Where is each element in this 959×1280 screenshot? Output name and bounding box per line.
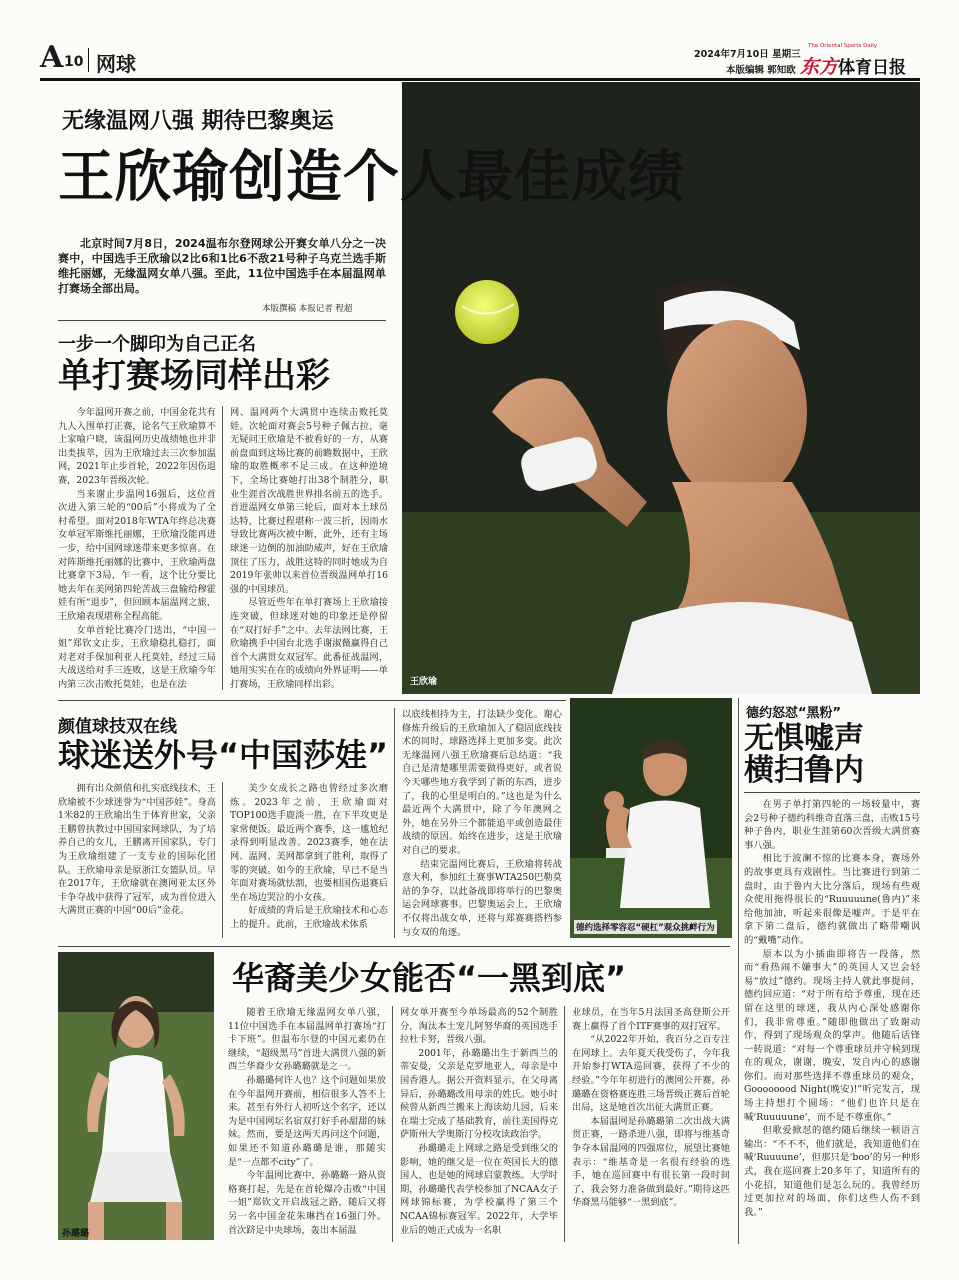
paragraph: 原本以为小插曲即将告一段落，然而“看热闹不嫌事大”的英国人又岂会轻易“放过”德约。现场主持人就此事提问，德约回应道：“对于所有给予尊重，现在还留在这里的球迷，我从内心深处感谢你们，我非常尊重。”随即他做出了致谢动作，得到了现场观众的掌声。他随后话锋一转说道：“对每一个尊重球员并守候到现在的观众，谢谢，晚安，发自内心的感谢你们。而对那些选择不尊重球员的观众，Goooooood Night(晚安)!”听完发言，现场主持想打个圆场：“他们也许只是在喊‘Ruuuuune’，而不是不尊重你。” <box>744 948 920 1123</box>
paragraph: 结束完温网比赛后，王欣瑜将转战意大利，参加红土赛事WTA250巴勒莫站的争夺，以此备战即将举行的巴黎奥运会网球赛事。巴黎奥运会上，王欣瑜不仅将出战女单，还将与郑赛赛搭档参与女双的角逐。 <box>402 858 562 938</box>
lead-byline: 本版撰稿 本报记者 程超 <box>262 304 353 314</box>
section1-headline: 单打赛场同样出彩 <box>58 356 330 396</box>
page-number: 10 <box>64 54 84 70</box>
djokovic-illustration <box>570 698 732 938</box>
column-divider <box>222 782 223 938</box>
section-name: 网球 <box>96 52 136 76</box>
paragraph: 网女单开赛至今单场最高的52个制胜分，淘汰本土宠儿阿努华裔的英国选手拉杜卡努，晋级八强。 <box>400 1007 558 1046</box>
paragraph: 当来谢止步温网16强后，这位首次进入第三轮的“00后”小将成为了全村希望。面对2018年WTA年终总决赛女单冠军斯维托丽娜，王欣瑜没能再进一步，给中国网球迷带来更多惊喜。在对阵斯维托丽娜的比赛中，王欣瑜两盘比赛拿下3局，乍一看，这个比分要比她去年在美网第四轮苦战三盘输给穆霍娃有所“退步”，但回顾本届温网之旅，王欣瑜表现堪称全程高能。 <box>58 488 216 622</box>
issue-date: 2024年7月10日 星期三 <box>694 49 801 60</box>
paragraph: 2001年，孙璐璐出生于新西兰的蒂安曼，父亲是克罗地亚人，母亲是中国香港人。据公开资料显示，在父母离异后，孙璐璐改用母亲的姓氏。她小时候曾从新西兰搬来上海读幼儿园，后来在瑞士完成了基础教育，前往美国得克萨斯州大学奥斯汀分校攻读政治学。 <box>400 1047 558 1141</box>
section2-column-3 <box>402 708 562 940</box>
page-editor: 本版编辑 郭知欧 <box>726 65 796 76</box>
paragraph: 美少女成长之路也曾经过多次磨炼。2023年之前，王欣瑜面对TOP100选手鹿淡一胜，在下半攻更是家常便饭。最近两个赛季，这一尴尬纪录得到明显改善。2023赛季，她在法网、温网、美网都拿到了胜利，取得了零的突破。如今的王欣瑜，早已不是当年面对赛场就怯割，也要相国伤退赛后坐在场边哭泣的小女孩。 <box>230 783 388 903</box>
paragraph: “从2022年开始，我百分之百专注在网球上。去年夏天我受伤了，今年我开始参打WTA巡回赛，获得了不少的经验。”今年年初进行的澳网公开赛，孙璐璐在资格赛连胜三场晋级正赛后首轮出局，这是她首次出征大满贯正赛。 <box>572 1034 730 1114</box>
section2-kicker: 颜值球技双在线 <box>58 717 177 737</box>
paragraph: 今年温网比赛中，孙璐璐一路从资格赛打起，先是在首轮爆冷击败“中国一姐”郑钦文开启战冠之路，随后又将另一名中国金花朱琳挡在16强门外。首次跻足中央球场，轰出本届温 <box>228 1170 386 1236</box>
paragraph: 女单首轮比赛冷门迭出，“中国一姐”郑钦文止步，王欣瑜稳扎稳打，面对老对手保加利亚人托莫娃，经过三局大战送给对手三连败，这是王欣瑜今年内第三次击败托莫娃，也是在法 <box>58 624 216 690</box>
paragraph: 在男子单打第四轮的一场较量中，赛会2号种子德约科维奇直落三盘，击败15号种子鲁内，职业生涯第60次晋级大满贯赛事八强。 <box>744 799 920 851</box>
paragraph: 随着王欣瑜无缘温网女单八强，11位中国选手在本届温网单打赛场“打卡下班”。但温布尔登的中国元素仍在继续，“超级黑马”首进大满贯八强的新西兰华裔少女孙璐璐就是之一。 <box>228 1007 386 1073</box>
section1-column-2 <box>230 406 388 696</box>
page-letter: A <box>40 40 64 75</box>
paragraph: 以底线相持为主，打法缺少变化。谢心修炼升级后的王欣瑜加入了稳固底线技术的同时，球路选择上更加多变。此次无缘温网八强王欣瑜赛后总结道：“我自己是清楚哪里需要做得更好，或者说今天哪些地方我学到了新的东西，进步了，我的心里是明白的。”这也是为什么最近两个大满贯中，除了今年澳网之外，她在另外三个都能追平或创造最佳战绩的原因。始终在进步，这是王欣瑜对自己的要求。 <box>402 709 562 856</box>
section1-rule <box>58 320 386 321</box>
section3-column-1 <box>228 1006 386 1242</box>
paragraph: 好成绩的背后是王欣瑜技术和心态上的提升。此前，王欣瑜战术体系 <box>230 905 388 930</box>
paragraph: 相比于波澜不惊的比赛本身，赛场外的故事更具有戏剧性。当比赛进行到第二盘时，由于鲁内大比分落后，现场有些观众使用拖得很长的“Ruuuuune(鲁内)”来给他加油，听起来很像是嘘声。于是平在拿下第二盘后，德约就做出了略带嘲讽的“戴嘴”动作。 <box>744 853 920 946</box>
header-divider <box>88 48 89 72</box>
paragraph: 孙璐璐何许人也？这个问题如果放在今年温网开赛前，相信很多人答不上来。甚至有外行人初听这个名字，还以为是中国网坛名宿双打好手孙甜甜的妹妹。然而，要是这两天再问这个问题，如果还不知道孙璐璐是谁，那随实是“一点都不city”了。 <box>228 1074 386 1168</box>
section2-headline: 球迷送外号“中国莎娃” <box>58 736 389 774</box>
paragraph: 拥有出众颜值和扎实底线技术，王欣瑜被不少球迷誉为“中国莎娃”。身高1米82的王欣瑜出生于体育世家，父亲王鹏曾执教过中国国家网球队，为了培养自己的女儿，王鹏离开国家队，专门为王欣瑜组建了一支专业的国际化团队。王欣瑜母亲是原浙江女篮队员。早在2017年，王欣瑜就在澳网亚太区外卡争夺战中获得了冠军，成为首位进入大满贯正赛的中国“00后”金花。 <box>58 783 216 917</box>
section1-column-1 <box>58 406 216 696</box>
column-divider <box>564 1006 565 1242</box>
paragraph: 业球员，在当年5月法国圣高登斯公开赛上赢得了首个ITF赛事的双打冠军。 <box>572 1007 730 1032</box>
section2-rule <box>58 700 566 701</box>
sun-lulu-photo-caption: 孙璐璐 <box>62 1229 90 1239</box>
brand-logo <box>800 52 906 79</box>
section3-headline: 华裔美少女能否“一黑到底” <box>232 959 627 997</box>
djokovic-kicker: 德约怒怼“黑粉” <box>746 706 842 721</box>
sun-lulu-photo <box>58 952 214 1240</box>
tennis-ball <box>455 280 519 344</box>
section2-column-2 <box>230 782 388 942</box>
djokovic-headline-line1: 无惧嘘声 <box>744 721 864 756</box>
column-divider <box>394 708 395 938</box>
paragraph: 网、温网两个大满贯中连续击败托莫娃。次轮面对赛会5号种子佩古拉，毫无疑问王欣瑜是不被看好的一方，从赛前盘面到这场比赛的前瞻数据中，王欣瑜的取胜概率不足三成。在这种逆境下，全场比赛她打出38个制胜分，职业生涯首次战胜世界排名前五的选手。首进温网女单第三轮后，面对本土球员达特，比赛过程堪称一波三折，因雨水导致比赛两次被中断，此外，还有主场球迷一边倒的加油助威声，好在王欣瑜顶住了压力，战胜这特的同时她成为自2019年张帅以来首位晋级温网单打16强的中国球员。 <box>230 407 388 595</box>
section3-column-3 <box>572 1006 730 1242</box>
column-divider <box>222 406 223 690</box>
column-divider <box>738 698 739 1244</box>
lead-headline: 王欣瑜创造个人最佳成绩 <box>58 145 685 210</box>
djokovic-photo-caption: 德约选择零容忍“硬杠”观众挑衅行为 <box>574 920 717 934</box>
paragraph: 本届温网是孙璐璐第二次出战大满贯正赛，一路杀进八强，即将与维基奇争夺本届温网的四强席位，展望比赛她表示：“维基奇是一名很有经验的选手，她在巡回赛中有很长第一段时间了，我会努力准备做到最好。”期待这匹华裔黑马能够“一黑到底”。 <box>572 1115 730 1209</box>
section2-column-1 <box>58 782 216 942</box>
djokovic-body <box>744 798 920 1246</box>
sun-lulu-illustration <box>58 952 214 1240</box>
section3-column-2 <box>400 1006 558 1242</box>
masthead <box>40 40 920 80</box>
brand-english: The Oriental Sports Daily <box>808 43 878 49</box>
brand-name: 体育日报 <box>838 58 907 78</box>
section1-kicker: 一步一个脚印为自己正名 <box>58 334 256 355</box>
paragraph: 今年温网开赛之前，中国金花共有九人入围单打正赛，论名气王欣瑜算不上家喻户晓，该温网历史战绩她也并非出类拔萃，因为王欣瑜过去三次参加温网，2021年止步首轮，2022年因伤退赛，2023年晋级次轮。 <box>58 407 216 486</box>
lead-summary: 北京时间7月8日，2024温布尔登网球公开赛女单八分之一决赛中，中国选手王欣瑜以2比6和1比6不敌21号种子乌克兰选手斯维托丽娜，无缘温网女单八强。至此，11位中国选手在本届温网单打赛场全部出局。 <box>58 237 386 295</box>
section3-rule <box>58 946 730 947</box>
lead-photo-caption: 王欣瑜 <box>410 677 438 687</box>
paragraph: 但歌爱掀怼的德约随后继续一顿语言输出：“不不不，他们就是，我知道他们在喊‘Ruuuune’，但那只是‘boo’的另一种形式，我在巡回赛上20多年了，知道所有的小花招，知道他们是怎么玩的。我曾经历过更加拉对的场面，你们这些人伤不到我。” <box>744 1125 920 1218</box>
paragraph: 尽管近些年在单打赛场上王欣瑜接连突破，但球迷对她的印象还是停留在“双打好手”之中。去年法网比赛，王欣瑜携手中国台北选手谢淑薇赢得自己首个大满贯女双冠军。此番征战温网，她用实实在在的成绩向外界证明——单打赛场，王欣瑜同样出彩。 <box>230 597 388 690</box>
paragraph: 孙璐璐走上网球之路是受到维父的影响，她的继父是一位在英国长大的德国人，也是她的网球启蒙教练。大学时期，孙璐璐代表学校参加了NCAA女子网球锦标赛，为学校赢得了第三个NCAA锦标赛冠军。2022年，大学毕业后的她正式成为一名职 <box>400 1142 558 1236</box>
brand-dongfang: 东方 <box>800 56 839 78</box>
lead-kicker: 无缘温网八强 期待巴黎奥运 <box>62 109 334 134</box>
djokovic-rule <box>744 792 920 793</box>
djokovic-headline-line2: 横扫鲁内 <box>744 753 864 788</box>
djokovic-photo <box>570 698 732 938</box>
column-divider <box>392 1006 393 1242</box>
header-rule <box>40 78 920 81</box>
